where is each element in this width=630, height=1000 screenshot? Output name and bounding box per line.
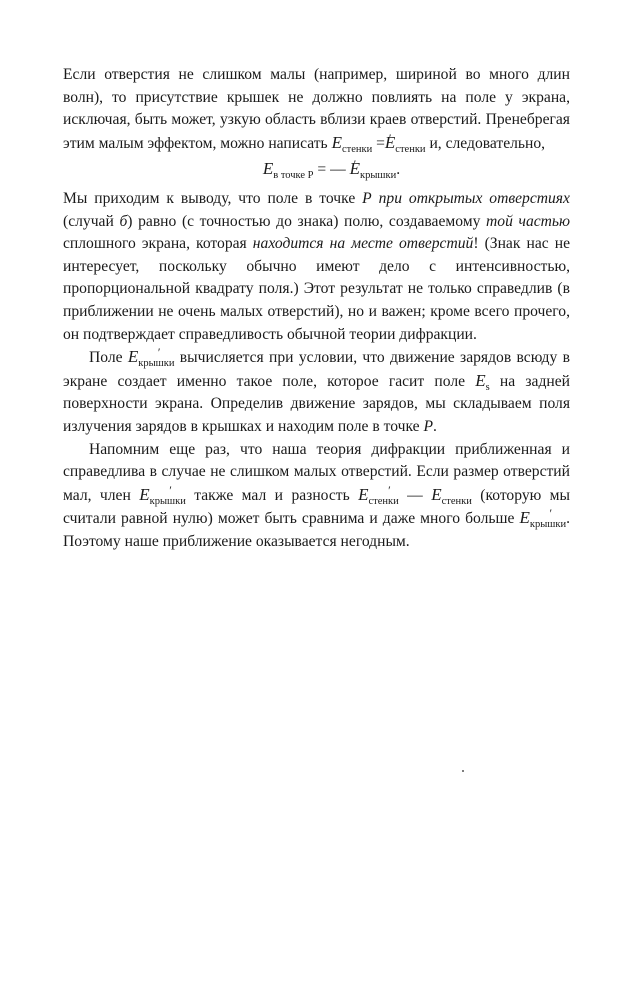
formula-e-right: E ′ (350, 159, 360, 178)
p3-text-4: . (433, 417, 437, 435)
body-text (63, 64, 570, 553)
p4-e-lid-subscript-2: крышки (529, 519, 567, 531)
p2-text-3: ) равно (с точностью до знака) полю, создаваемому (127, 212, 487, 230)
p2-italic-case: б (119, 212, 128, 230)
e-wall-prime-subscript: стенки (395, 143, 426, 155)
p2-text-2: (случай (63, 212, 120, 230)
p2-text-5: ! (Знак нас не интересует, поскольку обычно имеют дело с интенсивностью, пропорциональной квадрату поля.) Этот результат не только справедлив (в приближении не очень малых отверстий), но и важен; кроме всего прочего, он подтверждает справедливость обычной теории дифракции. (63, 235, 570, 343)
p2-text-4: сплошного экрана, которая (63, 235, 253, 253)
p4-minus: — (398, 486, 432, 504)
p4-e-wall-prime-symbol: E ′ (358, 485, 368, 504)
p4-text-4: . Поэтому наше приближение оказывается негодным. (63, 510, 570, 550)
p4-text-3: (которую мы считали равной нулю) может быть сравнима и даже много больше (63, 486, 571, 528)
p2-italic-open-holes: при открытых отверстиях (378, 189, 570, 207)
p3-text-1: Поле (89, 349, 128, 367)
paragraph-1-text: Если отверстия не слишком малы (например, шириной во много длин волн), то присутствие крышек не должно повлиять на поле у экрана, исключая, быть может, узкую область вблизи краев отверстий. Пренебрегая этим малым эффектом, можно написать (63, 66, 570, 152)
p2-italic-place: находится на месте отверстий (252, 235, 474, 253)
print-speck (462, 770, 464, 772)
p4-text-2: также мал и разность (185, 486, 359, 504)
paragraph-1-tail: и, следовательно, (425, 134, 546, 152)
p4-e-wall-prime-subscript: стенки (368, 495, 399, 507)
formula-end: . (396, 161, 401, 179)
formula-sub-left: в точке P (273, 170, 314, 182)
p3-e-lid-symbol: E ′ (128, 347, 138, 366)
equals-sign: = (372, 134, 385, 152)
paragraph-2 (63, 188, 570, 346)
formula-sub-right: крышки (360, 170, 397, 182)
paragraph-3 (63, 346, 570, 438)
formula-e-left: E (262, 159, 274, 179)
p3-e-s-subscript: s (485, 381, 490, 393)
e-wall-symbol: E (331, 132, 342, 152)
p2-italic-that-part: той частью (486, 212, 571, 230)
paragraph-1 (63, 64, 570, 155)
p3-point-p: P (423, 417, 434, 435)
paragraph-4 (63, 439, 570, 554)
p4-e-wall-symbol: E (431, 484, 442, 504)
p4-e-lid-symbol-2: E ′ (519, 508, 529, 527)
p3-text-2: вычисляется при условии, что движение зарядов всюду в экране создает именно такое поле, которое гасит поле (63, 349, 570, 390)
p3-e-s-symbol: E (475, 370, 486, 390)
p2-space (372, 190, 379, 207)
p2-point-p: P (362, 189, 372, 207)
e-wall-prime-symbol: E ′ (385, 133, 395, 152)
p4-text-1: Напомним еще раз, что наша теория дифракции приближенная и справедлива в случае не слишком малых отверстий. Если размер отверстий мал, член (63, 440, 570, 504)
p3-e-lid-subscript: крышки (138, 358, 175, 370)
p4-e-lid-symbol: E ′ (139, 485, 149, 504)
formula-equals: = — (313, 161, 350, 179)
p3-text-3: на задней поверхности экрана. Определив движение зарядов, мы складываем поля излучения зарядов в крышках и находим поле в точке (63, 372, 570, 435)
p2-text-1: Мы приходим к выводу, что поле в точке (63, 189, 363, 207)
display-formula (63, 158, 570, 182)
e-wall-subscript: стенки (341, 143, 373, 155)
p4-e-wall-subscript: стенки (441, 495, 472, 507)
p4-e-lid-subscript: крышки (149, 495, 186, 507)
